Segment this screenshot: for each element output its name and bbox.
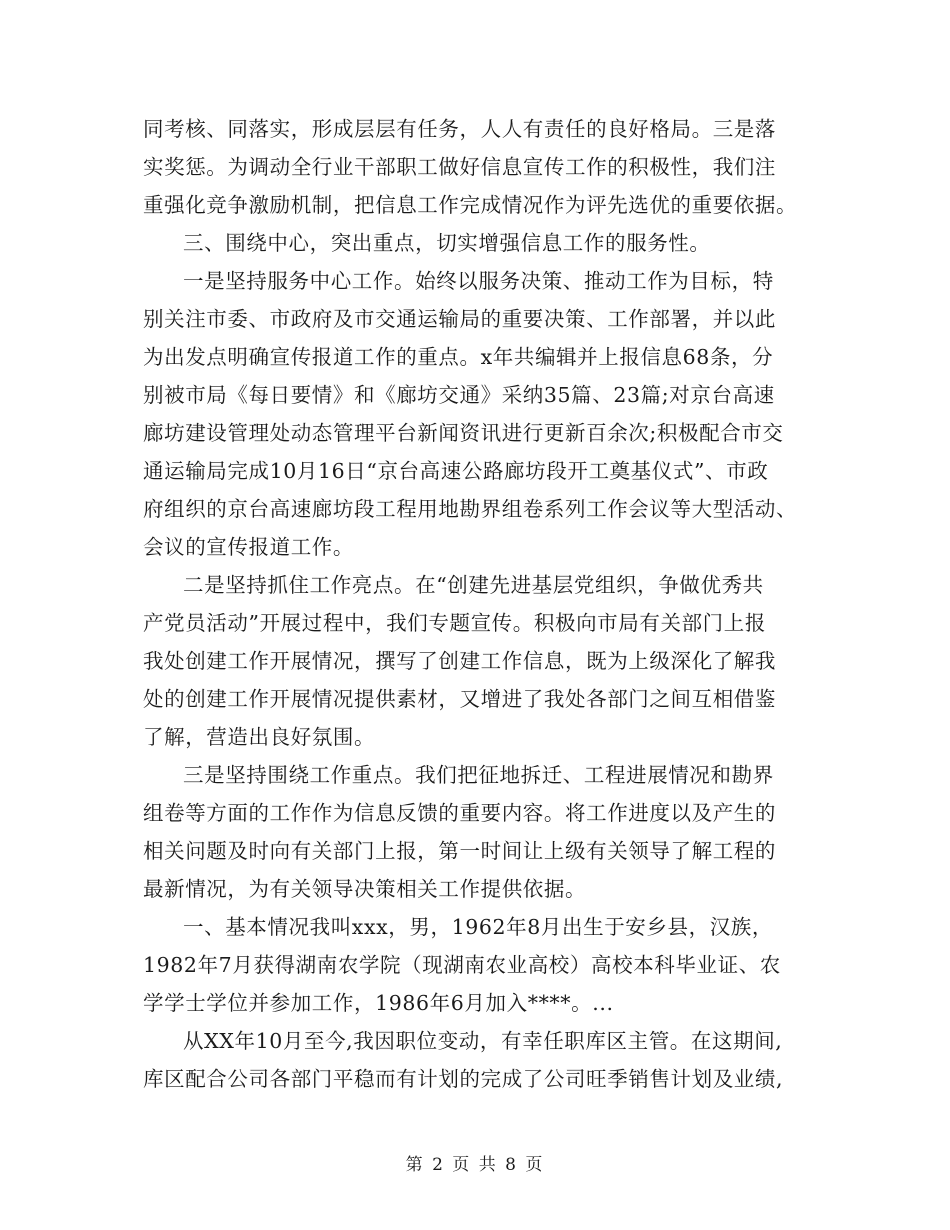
text-line: 学学士学位并参加工作，1986年6月加入****。... bbox=[143, 991, 614, 1015]
text-line: 府组织的京台高速廊坊段工程用地勘界组卷系列工作会议等大型活动、 bbox=[143, 497, 798, 521]
text-line: 1982年7月获得湖南农学院（现湖南农业高校）高校本科毕业证、农 bbox=[143, 953, 781, 977]
text-line: 同考核、同落实，形成层层有任务，人人有责任的良好格局。三是落 bbox=[143, 117, 776, 141]
text-line: 别关注市委、市政府及市交通运输局的重要决策、工作部署，并以此 bbox=[143, 307, 776, 331]
text-line: 实奖惩。为调动全行业干部职工做好信息宣传工作的积极性，我们注 bbox=[143, 155, 776, 179]
text-line: 产党员活动”开展过程中，我们专题宣传。积极向市局有关部门上报 bbox=[143, 611, 766, 635]
text-line: 重强化竞争激励机制，把信息工作完成情况作为评先选优的重要依据。 bbox=[143, 193, 798, 217]
text-line: 为出发点明确宣传报道工作的重点。x年共编辑并上报信息68条，分 bbox=[143, 345, 774, 369]
text-line: 廊坊建设管理处动态管理平台新闻资讯进行更新百余次;积极配合市交 bbox=[143, 421, 784, 445]
text-line: 三是坚持围绕工作重点。我们把征地拆迁、工程进展情况和勘界 bbox=[183, 763, 774, 787]
text-line: 了解，营造出良好氛围。 bbox=[143, 725, 376, 749]
text-line: 我处创建工作开展情况，撰写了创建工作信息，既为上级深化了解我 bbox=[143, 649, 776, 673]
text-line: 一、基本情况我叫xxx，男，1962年8月出生于安乡县，汉族， bbox=[183, 915, 773, 939]
text-line: 别被市局《每日要情》和《廊坊交通》采纳35篇、23篇;对京台高速 bbox=[143, 383, 775, 407]
text-line: 一是坚持服务中心工作。始终以服务决策、推动工作为目标，特 bbox=[183, 269, 774, 293]
page-number-footer: 第 2 页 共 8 页 bbox=[405, 1155, 545, 1175]
text-line: 最新情况，为有关领导决策相关工作提供依据。 bbox=[143, 877, 587, 901]
text-line: 处的创建工作开展情况提供素材，又增进了我处各部门之间互相借鉴 bbox=[143, 687, 776, 711]
text-line: 相关问题及时向有关部门上报，第一时间让上级有关领导了解工程的 bbox=[143, 839, 776, 863]
section-heading: 三、围绕中心，突出重点，切实增强信息工作的服务性。 bbox=[183, 231, 711, 255]
text-line: 二是坚持抓住工作亮点。在“创建先进基层党组织，争做优秀共 bbox=[183, 573, 764, 597]
text-line: 通运输局完成10月16日“京台高速公路廊坊段开工奠基仪式”、市政 bbox=[143, 459, 769, 483]
text-line: 组卷等方面的工作作为信息反馈的重要内容。将工作进度以及产生的 bbox=[143, 801, 776, 825]
text-line: 从XX年10月至今,我因职位变动，有幸任职库区主管。在这期间, bbox=[183, 1029, 783, 1053]
text-line: 会议的宣传报道工作。 bbox=[143, 535, 354, 559]
text-line: 库区配合公司各部门平稳而有计划的完成了公司旺季销售计划及业绩, bbox=[143, 1067, 784, 1091]
